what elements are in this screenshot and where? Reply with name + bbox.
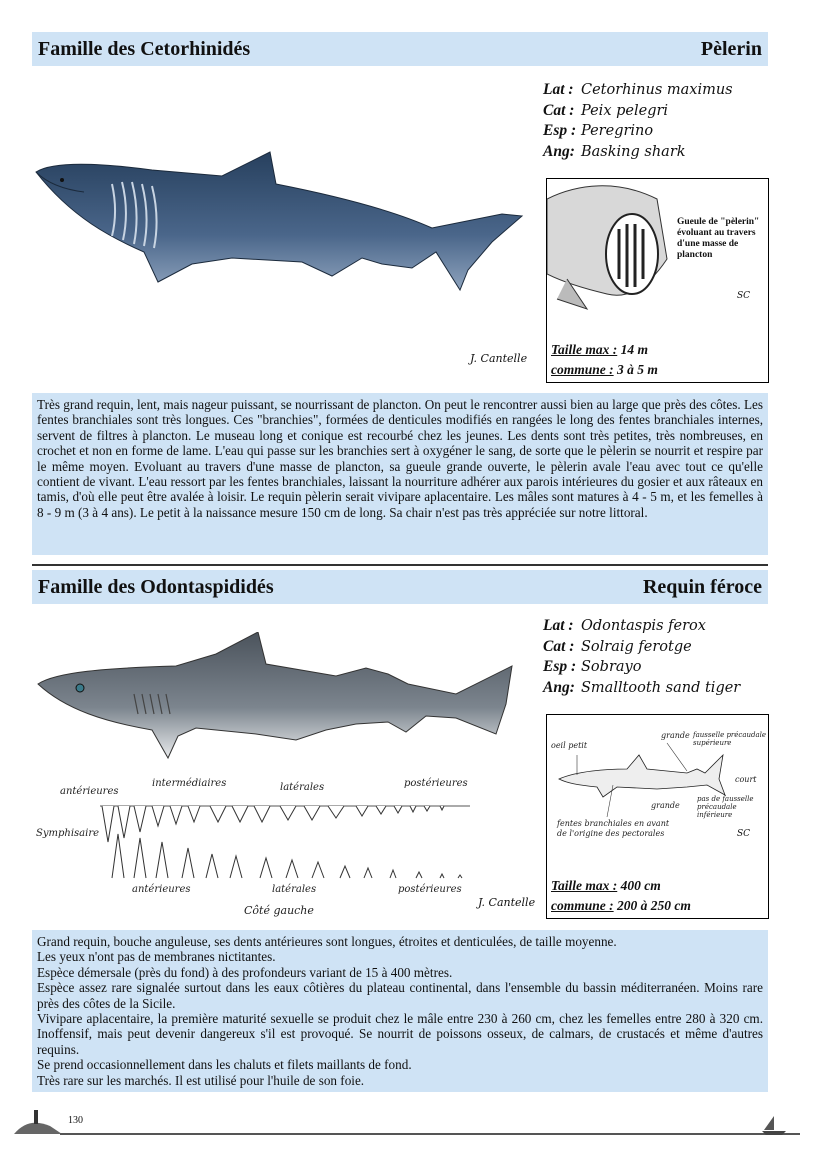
teeth-label-intermediate: intermédiaires [152,778,227,789]
section1-inset-caption: Gueule de "pèlerin" évoluant au travers d'une masse de plancton [677,217,760,260]
inset-label-short: court [735,775,757,784]
sailboat-icon [760,1114,790,1136]
name-row-esp: Esp : Sobrayo [543,658,642,675]
name-row-ang: Ang: Smalltooth sand tiger [543,678,741,696]
section2-inset [546,714,769,919]
section2-desc-line: Très rare sur les marchés. Il est utilisé pour l'huile de son foie. [37,1072,365,1088]
section2-header [32,570,768,604]
section1-inset-signature: SC [737,291,751,301]
section2-desc-line: Se prend occasionnellement dans les chaluts et filets maillants de fond. [37,1057,412,1073]
section2-desc-line: Les yeux n'ont pas de membranes nictitantes. [37,949,276,965]
teeth-illustration [100,792,470,882]
teeth-label-left-side: Côté gauche [244,904,314,917]
section1-artist-signature: J. Cantelle [470,352,528,365]
section2-artist-signature: J. Cantelle [478,896,536,909]
lighthouse-logo [14,1106,64,1136]
teeth-label-posterior-lower: postérieures [398,884,462,895]
section1-size-common: commune : 3 à 5 m [551,362,658,377]
section1-description-text: Très grand requin, lent, mais nageur puissant, se nourrissant de plancton. On peut le rencontrer aussi bien au large que près des côtes. Les fentes branchiales sont très longues. Ces "branchies", formées de denticules modifiés en rangées le long des fentes branchiales internes, servent de filtres à plancton. Le museau long et conique est recourbé chez les jeunes. Les dents sont très petites, très nombreuses, en crochet et non en forme de lame. L'eau qui passe sur les branchies sert à oxygéner le sang, de sorte que le pèlerin se nourrit et respire par le même moyen. Evoluant au travers d'une masse de plancton, sa gueule grande ouverte, le pèlerin avale l'eau avec tout ce qu'elle contient de vivant. L'eau ressort par les fentes branchiales, laissant la nourriture adhérer aux parois intérieures du gosier et aux râteaux en tamis, d'où elle peut être avalée à loisir. Le requin pèlerin serait vivipare aplacentaire. Les mâles sont matures à 4 - 5 m, et les femelles à 8 - 9 m (3 à 4 ans). Le petit à la naissance mesure 150 cm de long. Sa chair n'est pas très appréciée sur notre littoral. [37,397,763,520]
section2-size-common: commune : 200 à 250 cm [551,898,691,913]
section1-description [32,393,768,555]
teeth-label-anterior-lower: antérieures [132,884,191,895]
footer-rule [60,1133,800,1135]
inset-label-second-dorsal: grande [651,801,680,810]
section1-names [543,80,733,162]
section2-desc-line: Grand requin, bouche anguleuse, ses dents antérieures sont longues, étroites et denticulées, de taille moyenne. [37,934,617,949]
teeth-label-symphyseal: Symphisaire [36,828,100,839]
section1-inset [546,178,769,383]
teeth-label-lateral: latérales [280,782,325,793]
smalltooth-sand-tiger-illustration [36,632,526,772]
inset-label-first-dorsal: grande [661,731,690,740]
inset-label-upper-keel: fausselle précaudale supérieure [693,731,767,747]
teeth-label-posterior: postérieures [404,778,468,789]
page-number: 130 [68,1115,83,1126]
section2-inset-signature: SC [737,829,751,839]
teeth-label-anterior: antérieures [60,786,119,797]
name-row-cat: Cat : Peix pelegri [543,101,669,119]
section1-size-max: Taille max : 14 m [551,342,649,357]
inset-label-gills: fentes branchiales en avant de l'origine des pectorales [557,819,670,838]
name-row-esp: Esp : Peregrino [543,122,654,139]
section1-family: Famille des Cetorhinidés [38,37,251,60]
section-divider [32,564,768,566]
basking-shark-illustration [32,140,532,320]
name-row-lat: Lat : Odontaspis ferox [543,617,706,634]
name-row-cat: Cat : Solraig ferotge [543,637,692,655]
teeth-label-lateral-lower: latérales [272,884,317,895]
section1-common-name: Pèlerin [700,37,762,60]
section2-desc-line: Espèce assez rare signalée surtout dans les eaux côtières du plateau continental, dans l'ensemble du bassin méditerranéen. Moins rare près des côtes de la Sicile. [37,980,763,1011]
inset-label-eye: oeil petit [551,741,588,750]
inset-label-no-lower-keel: pas de fausselle précaudale inférieure [697,795,754,819]
section2-names [543,616,740,698]
section2-size-max: Taille max : 400 cm [551,878,661,893]
section2-family: Famille des Odontaspididés [38,575,274,598]
section2-desc-line: Vivipare aplacentaire, la première maturité sexuelle se produit chez le mâle entre 230 à 260 cm, chez les femelles entre 280 à 320 cm. Inoffensif, mais peut devenir dangereux s'il est provoqué. Se nourrit de poissons osseux, de calmars, de crustacés et même d'autres requins. [37,1011,763,1057]
section1-header [32,32,768,66]
section2-description [32,930,768,1092]
name-row-ang: Ang: Basking shark [543,142,686,160]
section2-common-name: Requin féroce [642,575,762,598]
section2-desc-line: Espèce démersale (près du fond) à des profondeurs variant de 15 à 400 mètres. [37,964,453,980]
name-row-lat: Lat : Cetorhinus maximus [543,81,733,98]
